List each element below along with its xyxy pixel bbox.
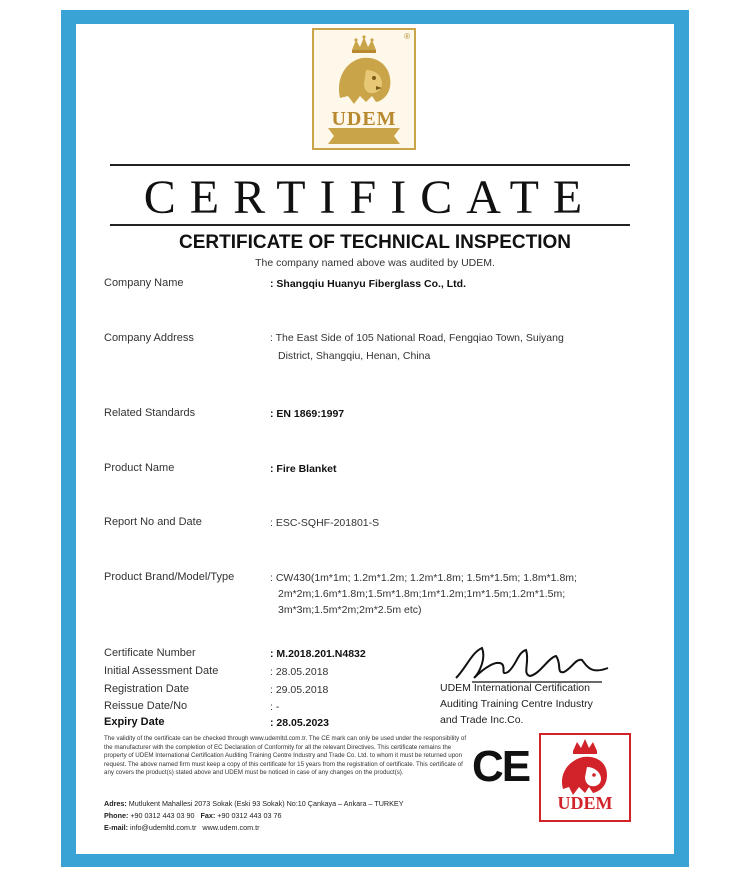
ce-mark: CE <box>472 742 530 791</box>
product-name-value: : Fire Blanket <box>270 463 337 475</box>
company-name-value: : Shangqiu Huanyu Fiberglass Co., Ltd. <box>270 278 467 290</box>
model-line: 3m*3m;1.5m*2m;2m*2.5m etc) <box>278 604 422 616</box>
address-value: Mutlukent Mahallesi 2073 Sokak (Eski 93 Sokak) No:10 Çankaya – Ankara – TURKEY <box>128 799 404 808</box>
related-standards-label: Related Standards <box>104 407 196 419</box>
address-line <box>104 799 404 808</box>
fax-value: +90 0312 443 03 76 <box>217 811 282 820</box>
initial-assessment-value: : 28.05.2018 <box>270 666 329 678</box>
issuer-line: UDEM International Certification <box>440 682 590 694</box>
certificate-number-value: : M.2018.201.N4832 <box>270 648 366 660</box>
expiry-date-label: Expiry Date <box>104 716 165 728</box>
certificate-title: CERTIFICATE <box>143 171 597 224</box>
email-line <box>104 823 260 832</box>
email-value: info@udemltd.com.tr <box>129 823 197 832</box>
company-name-label: Company Name <box>104 277 184 289</box>
issuer-block <box>440 680 630 728</box>
related-standards-value: : EN 1869:1997 <box>270 408 345 420</box>
company-address-label: Company Address <box>104 332 194 344</box>
udem-brand-text: UDEM <box>557 793 613 813</box>
udem-logo-top <box>312 28 416 150</box>
product-model-value <box>270 570 610 618</box>
issuer-line: and Trade Inc.Co. <box>440 714 524 726</box>
model-line: 2m*2m;1.6m*1.8m;1.5m*1.8m;1m*1.2m;1m*1.5m;1.2m*1.5m; <box>278 588 566 600</box>
report-no-value: : ESC-SQHF-201801-S <box>270 517 380 529</box>
fax-label: Fax: <box>200 811 216 820</box>
address-label: Adres: <box>104 799 127 808</box>
email-label: E-mail: <box>104 823 128 832</box>
validity-fine-print: The validity of the certificate can be checked through www.udemltd.com.tr. The CE mark can only be used under the responsibility of the manufacturer with the completion of EC Declaration of Conformity for all the relevant Directives. This certificate remains the property of UDEM International Certification Auditing Training Centre Industry and Trade Co. Ltd. to whom it must be returned upon request. The above named firm must keep a copy of this certificate for 15 years from the registration of certificate. This certificate of any covers the product(s) stated above and UDEM must be noticed in case of any changes on the product(s). <box>104 735 467 777</box>
model-line: : CW430(1m*1m; 1.2m*1.2m; 1.2m*1.8m; 1.5m*1.5m; 1.8m*1.8m; <box>270 572 577 584</box>
phone-line <box>104 811 281 820</box>
company-address-value <box>270 330 610 364</box>
audit-note: The company named above was audited by UDEM. <box>255 257 495 269</box>
phone-value: +90 0312 443 03 90 <box>130 811 195 820</box>
issuer-line: Auditing Training Centre Industry <box>440 698 593 710</box>
reissue-value: : - <box>270 701 280 713</box>
inspection-subtitle: CERTIFICATE OF TECHNICAL INSPECTION <box>179 232 571 253</box>
udem-brand-text: UDEM <box>331 108 397 130</box>
initial-assessment-label: Initial Assessment Date <box>104 665 219 677</box>
report-no-label: Report No and Date <box>104 516 202 528</box>
product-model-label: Product Brand/Model/Type <box>104 571 235 583</box>
certificate-number-label: Certificate Number <box>104 647 196 659</box>
registration-date-value: : 29.05.2018 <box>270 684 329 696</box>
product-name-label: Product Name <box>104 462 175 474</box>
title-top-rule <box>110 164 630 166</box>
reissue-label: Reissue Date/No <box>104 700 188 712</box>
expiry-date-value: : 28.05.2023 <box>270 717 329 729</box>
website-value: www.udem.com.tr <box>202 823 260 832</box>
title-bottom-rule <box>110 224 630 226</box>
signature-icon <box>452 638 612 686</box>
address-line: District, Shangqiu, Henan, China <box>278 350 431 362</box>
address-line: : The East Side of 105 National Road, Fengqiao Town, Suiyang <box>270 332 564 344</box>
registered-mark: ® <box>404 32 410 41</box>
udem-logo-bottom <box>539 733 631 822</box>
phone-label: Phone: <box>104 811 129 820</box>
registration-date-label: Registration Date <box>104 683 189 695</box>
